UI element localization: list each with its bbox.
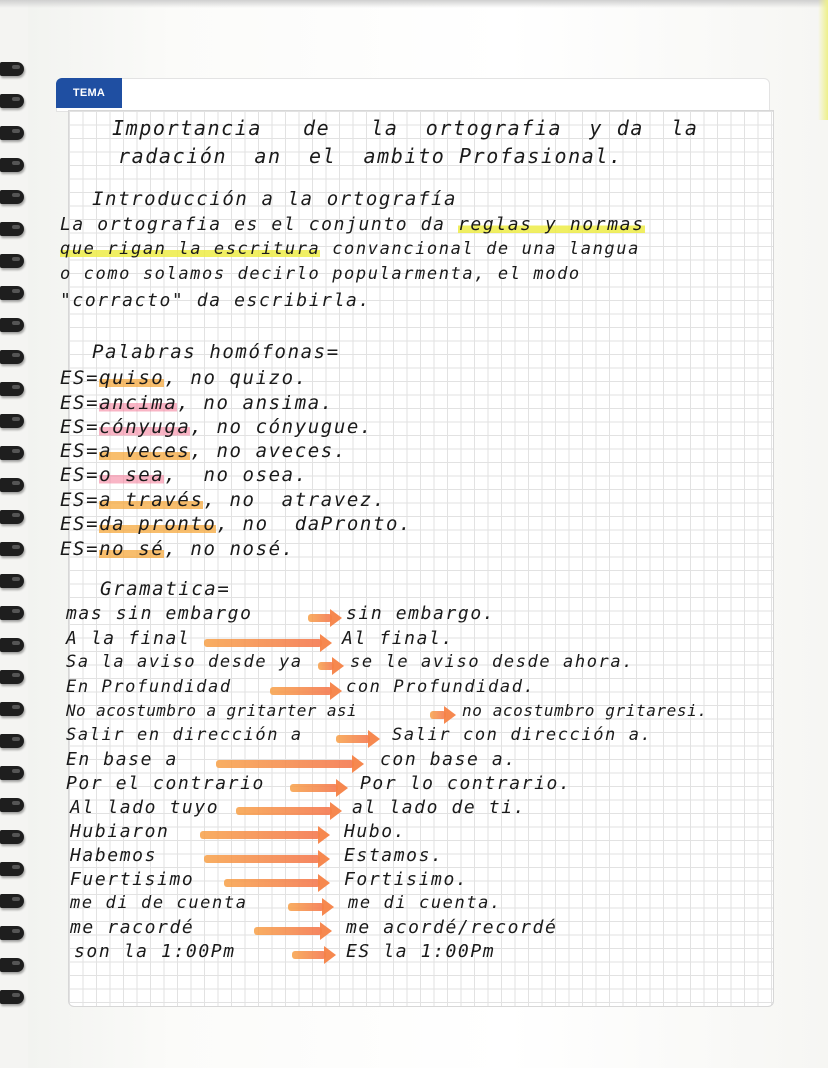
yellow-page-edge	[818, 0, 828, 120]
spiral-ring	[0, 734, 24, 748]
homofonas-item	[60, 394, 334, 413]
arrow-icon	[292, 951, 326, 959]
spiral-ring	[0, 574, 24, 588]
gramatica-correct: Fortisimo.	[344, 869, 469, 890]
arrow-icon	[270, 687, 332, 695]
arrow-icon	[336, 735, 370, 743]
spiral-ring	[0, 798, 24, 812]
correct-word: ancima	[99, 392, 178, 414]
incorrect-form: , no quizo.	[164, 367, 308, 389]
spiral-ring	[0, 830, 24, 844]
spiral-ring	[0, 382, 24, 396]
correct-word: cónyuga	[99, 416, 191, 438]
homofonas-prefix: ES=	[60, 440, 100, 462]
gramatica-incorrect: En Profundidad	[66, 677, 232, 697]
tema-label: TEMA	[56, 78, 122, 108]
spiral-ring	[0, 958, 24, 972]
homofonas-prefix: ES=	[60, 367, 100, 389]
homofonas-prefix: ES=	[60, 513, 100, 535]
incorrect-form: , no atravez.	[203, 489, 386, 511]
incorrect-form: , no daPronto.	[216, 513, 413, 535]
intro-text: convancional de una langua	[320, 239, 640, 259]
homofonas-prefix: ES=	[60, 538, 100, 560]
intro-heading: Introducción a la ortografía	[92, 188, 458, 210]
spiral-ring	[0, 414, 24, 428]
gramatica-correct: con Profundidad.	[346, 677, 536, 697]
homofonas-item	[60, 369, 308, 388]
gramatica-correct: Por lo contrario.	[360, 773, 572, 794]
gramatica-incorrect: mas sin embargo	[66, 603, 253, 624]
homofonas-item	[60, 540, 295, 559]
gramatica-correct: Al final.	[342, 628, 454, 649]
gramatica-incorrect: me racordé	[70, 917, 195, 938]
correct-word: da pronto	[99, 513, 217, 535]
intro-line-2	[60, 241, 640, 258]
homofonas-prefix: ES=	[60, 489, 100, 511]
highlighted-phrase: que rigan	[60, 239, 179, 259]
gramatica-incorrect: Fuertisimo	[70, 869, 195, 890]
gramatica-incorrect: Por el contrario	[66, 773, 265, 794]
incorrect-form: , no aveces.	[190, 440, 347, 462]
spiral-ring	[0, 446, 24, 460]
gramatica-incorrect: En base a	[66, 749, 178, 770]
gramatica-incorrect: Al lado tuyo	[70, 797, 220, 818]
spiral-binding	[0, 0, 30, 1068]
correct-word: a veces	[99, 440, 191, 462]
arrow-icon	[236, 807, 332, 815]
arrow-icon	[216, 760, 354, 768]
spiral-ring	[0, 158, 24, 172]
page-top-shadow	[0, 0, 828, 8]
homofonas-heading: Palabras homófonas=	[92, 341, 340, 363]
spiral-ring	[0, 638, 24, 652]
tema-header-box	[56, 78, 770, 112]
gramatica-incorrect: No acostumbro a gritarter asi	[66, 701, 357, 720]
spiral-ring	[0, 222, 24, 236]
spiral-ring	[0, 254, 24, 268]
title-line-1: Importancia de la ortografia y da la	[112, 116, 699, 140]
arrow-icon	[290, 784, 338, 792]
spiral-ring	[0, 926, 24, 940]
arrow-icon	[224, 879, 320, 887]
arrow-icon	[254, 927, 322, 935]
arrow-icon	[430, 711, 446, 719]
spiral-ring	[0, 478, 24, 492]
homofonas-item	[60, 491, 386, 510]
arrow-icon	[204, 855, 320, 863]
spiral-ring	[0, 62, 24, 76]
gramatica-incorrect: Sa la aviso desde ya	[66, 652, 303, 672]
homofonas-prefix: ES=	[60, 464, 100, 486]
correct-word: no sé	[99, 538, 165, 560]
highlighted-phrase: reglas y normas	[457, 214, 645, 235]
gramatica-correct: me acordé/recordé	[346, 917, 558, 938]
arrow-icon	[200, 831, 320, 839]
homofonas-item	[60, 515, 412, 534]
spiral-ring	[0, 510, 24, 524]
gramatica-heading: Gramatica=	[100, 578, 231, 600]
gramatica-correct: no acostumbro gritaresi.	[462, 701, 708, 720]
spiral-ring	[0, 990, 24, 1004]
homofonas-item	[60, 418, 373, 437]
arrow-icon	[288, 903, 324, 911]
intro-text: La ortografia es el conjunto da	[60, 214, 458, 235]
spiral-ring	[0, 670, 24, 684]
gramatica-correct: con base a.	[380, 749, 517, 770]
spiral-ring	[0, 94, 24, 108]
spiral-ring	[0, 350, 24, 364]
gramatica-correct: me di cuenta.	[348, 893, 502, 913]
gramatica-incorrect: Habemos	[70, 845, 158, 866]
gramatica-correct: se le aviso desde ahora.	[350, 652, 635, 672]
gramatica-incorrect: A la final	[66, 628, 191, 649]
arrow-icon	[308, 614, 332, 622]
gramatica-incorrect: son la 1:00Pm	[74, 941, 236, 962]
spiral-ring	[0, 286, 24, 300]
gramatica-correct: Salir con dirección a.	[392, 725, 653, 745]
spiral-ring	[0, 766, 24, 780]
gramatica-correct: Hubo.	[344, 821, 407, 842]
spiral-ring	[0, 190, 24, 204]
spiral-ring	[0, 894, 24, 908]
title-line-2: radación an el ambito Profasional.	[118, 144, 623, 168]
homofonas-item	[60, 442, 347, 461]
spiral-ring	[0, 126, 24, 140]
correct-word: a través	[99, 489, 204, 511]
incorrect-form: , no nosé.	[164, 538, 295, 560]
gramatica-incorrect: Hubiaron	[70, 821, 170, 842]
incorrect-form: , no osea.	[164, 464, 308, 486]
gramatica-correct: ES la 1:00Pm	[346, 941, 496, 962]
spiral-ring	[0, 318, 24, 332]
arrow-icon	[318, 662, 334, 670]
correct-word: quiso	[99, 367, 165, 389]
homofonas-item	[60, 466, 308, 485]
gramatica-correct: sin embargo.	[346, 603, 496, 624]
homofonas-prefix: ES=	[60, 392, 100, 414]
homofonas-prefix: ES=	[60, 416, 100, 438]
spiral-ring	[0, 606, 24, 620]
highlighted-phrase: la escritura	[178, 239, 321, 259]
gramatica-correct: Estamos.	[344, 845, 444, 866]
correct-word: o sea	[99, 464, 165, 486]
intro-line-3: o como solamos decirlo popularmenta, el modo	[60, 264, 581, 284]
spiral-ring	[0, 542, 24, 556]
gramatica-incorrect: me di de cuenta	[70, 893, 248, 913]
gramatica-incorrect: Salir en dirección a	[66, 725, 303, 745]
gramatica-correct: al lado de ti.	[352, 797, 527, 818]
arrow-icon	[204, 639, 322, 647]
incorrect-form: , no ansima.	[177, 392, 334, 414]
incorrect-form: , no cónyugue.	[190, 416, 373, 438]
spiral-ring	[0, 862, 24, 876]
intro-line-1	[60, 216, 645, 234]
spiral-ring	[0, 702, 24, 716]
intro-line-4: "corracto" da escribirla.	[60, 290, 371, 311]
